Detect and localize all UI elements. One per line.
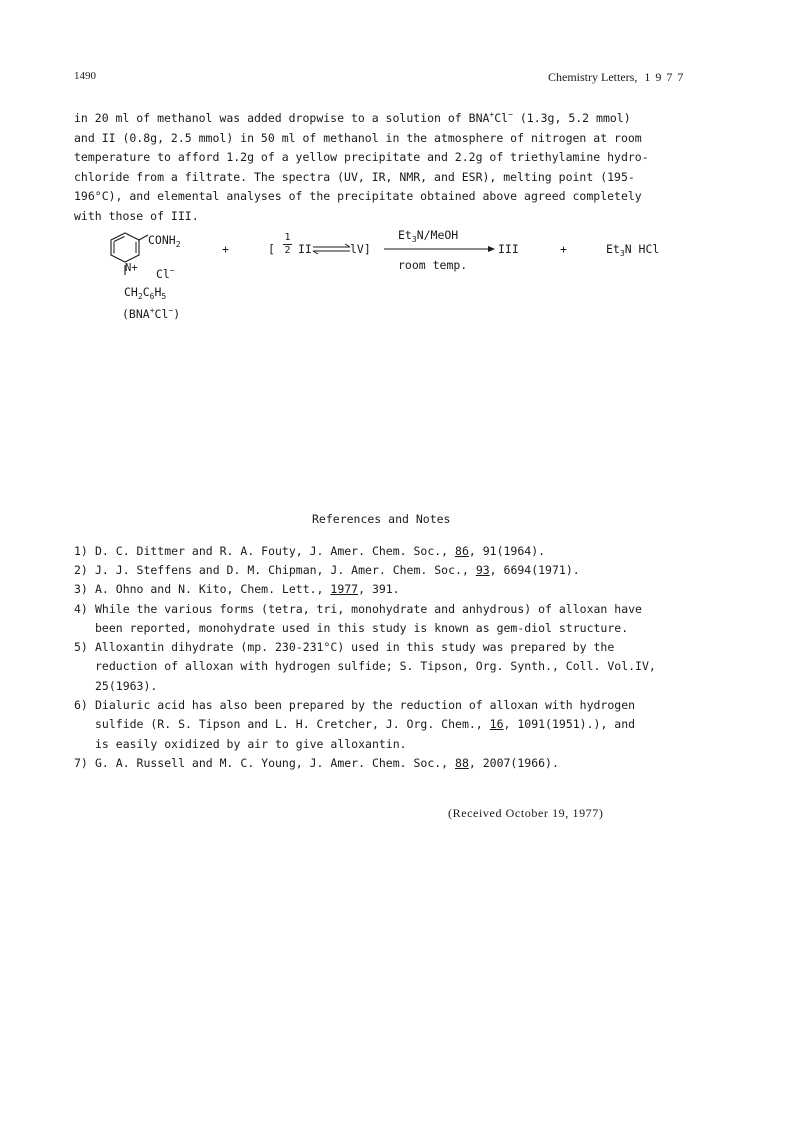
reference-1: 1) D. C. Dittmer and R. A. Fouty, J. Amer. Chem. Soc., 86, 91(1964).: [74, 544, 546, 558]
body-line-2: and II (0.8g, 2.5 mmol) in 50 ml of methanol in the atmosphere of nitrogen at room: [74, 130, 642, 145]
reference-4: 4) While the various forms (tetra, tri, monohydrate and anhydrous) of alloxan have: [74, 602, 642, 616]
reference-4-line-2: been reported, monohydrate used in this study is known as gem-diol structure.: [95, 621, 629, 635]
journal-name: Chemistry Letters,: [548, 70, 638, 84]
product-iii: III: [498, 242, 519, 256]
body-line-5: 196°C), and elemental analyses of the precipitate obtained above agreed completely: [74, 189, 642, 203]
reference-5-line-2: reduction of alloxan with hydrogen sulfide; S. Tipson, Org. Synth., Coll. Vol.IV,: [95, 659, 656, 673]
reference-5: 5) Alloxantin dihydrate (mp. 230-231°C) used in this study was prepared by the: [74, 640, 615, 654]
page-number: 1490: [74, 70, 96, 82]
running-header: [548, 70, 688, 85]
reference-5-line-3: 25(1963).: [95, 679, 158, 693]
reference-3: 3) A. Ohno and N. Kito, Chem. Lett., 1977, 391.: [74, 582, 400, 596]
byproduct-label: $Et_3N$ HCl: [606, 242, 660, 258]
fraction-numerator: 1: [284, 232, 291, 243]
journal-year: 1977: [644, 70, 689, 84]
benzyl-group: $CH_2C_6H_5$: [124, 285, 167, 301]
body-line-1: in 20 ml of methanol was added dropwise to a solution of BNA+Cl− (1.3g, 5.2 mmol): [74, 110, 631, 125]
body-line-3: temperature to afford 1.2g of a yellow precipitate and 2.2g of triethylamine hydro-: [74, 150, 649, 164]
pyridinium-nitrogen: N+: [125, 262, 138, 274]
body-paragraph: [74, 105, 649, 226]
reaction-arrow-icon: [384, 244, 496, 254]
compound-iv: lV]: [350, 242, 371, 256]
chloride-counterion: Cl−: [156, 266, 175, 281]
references-heading: References and Notes: [312, 512, 451, 526]
body-line-6: with those of III.: [74, 208, 199, 223]
received-date: (Received October 19, 1977): [448, 806, 604, 820]
reference-2: 2) J. J. Steffens and D. M. Chipman, J. Amer. Chem. Soc., 93, 6694(1971).: [74, 563, 580, 577]
carboxamide-group: $CONH_2$: [148, 233, 181, 249]
one-half-fraction: [283, 232, 292, 256]
reference-6-line-3: is easily oxidized by air to give alloxantin.: [95, 737, 407, 751]
reagent-label: $Et_3N$/MeOH: [398, 228, 459, 244]
bna-compound-label: (BNA+Cl−): [122, 306, 181, 321]
fraction-denominator: 2: [284, 245, 291, 256]
plus-sign-2: +: [560, 242, 567, 256]
compound-ii: II: [298, 242, 312, 256]
reference-6-line-2: sulfide (R. S. Tipson and L. H. Cretcher, J. Org. Chem., 16, 1091(1951).), and: [95, 717, 636, 731]
reference-6: 6) Dialuric acid has also been prepared by the reduction of alloxan with hydrogen: [74, 698, 636, 712]
plus-sign: +: [222, 242, 229, 256]
body-line-4: chloride from a filtrate. The spectra (UV, IR, NMR, and ESR), melting point (195-: [74, 169, 635, 184]
equilibrium-arrows-icon: [312, 243, 352, 255]
condition-label: room temp.: [398, 258, 468, 272]
equilibrium-bracket: [: [268, 242, 275, 256]
reference-7: 7) G. A. Russell and M. C. Young, J. Amer. Chem. Soc., 88, 2007(1966).: [74, 756, 559, 770]
